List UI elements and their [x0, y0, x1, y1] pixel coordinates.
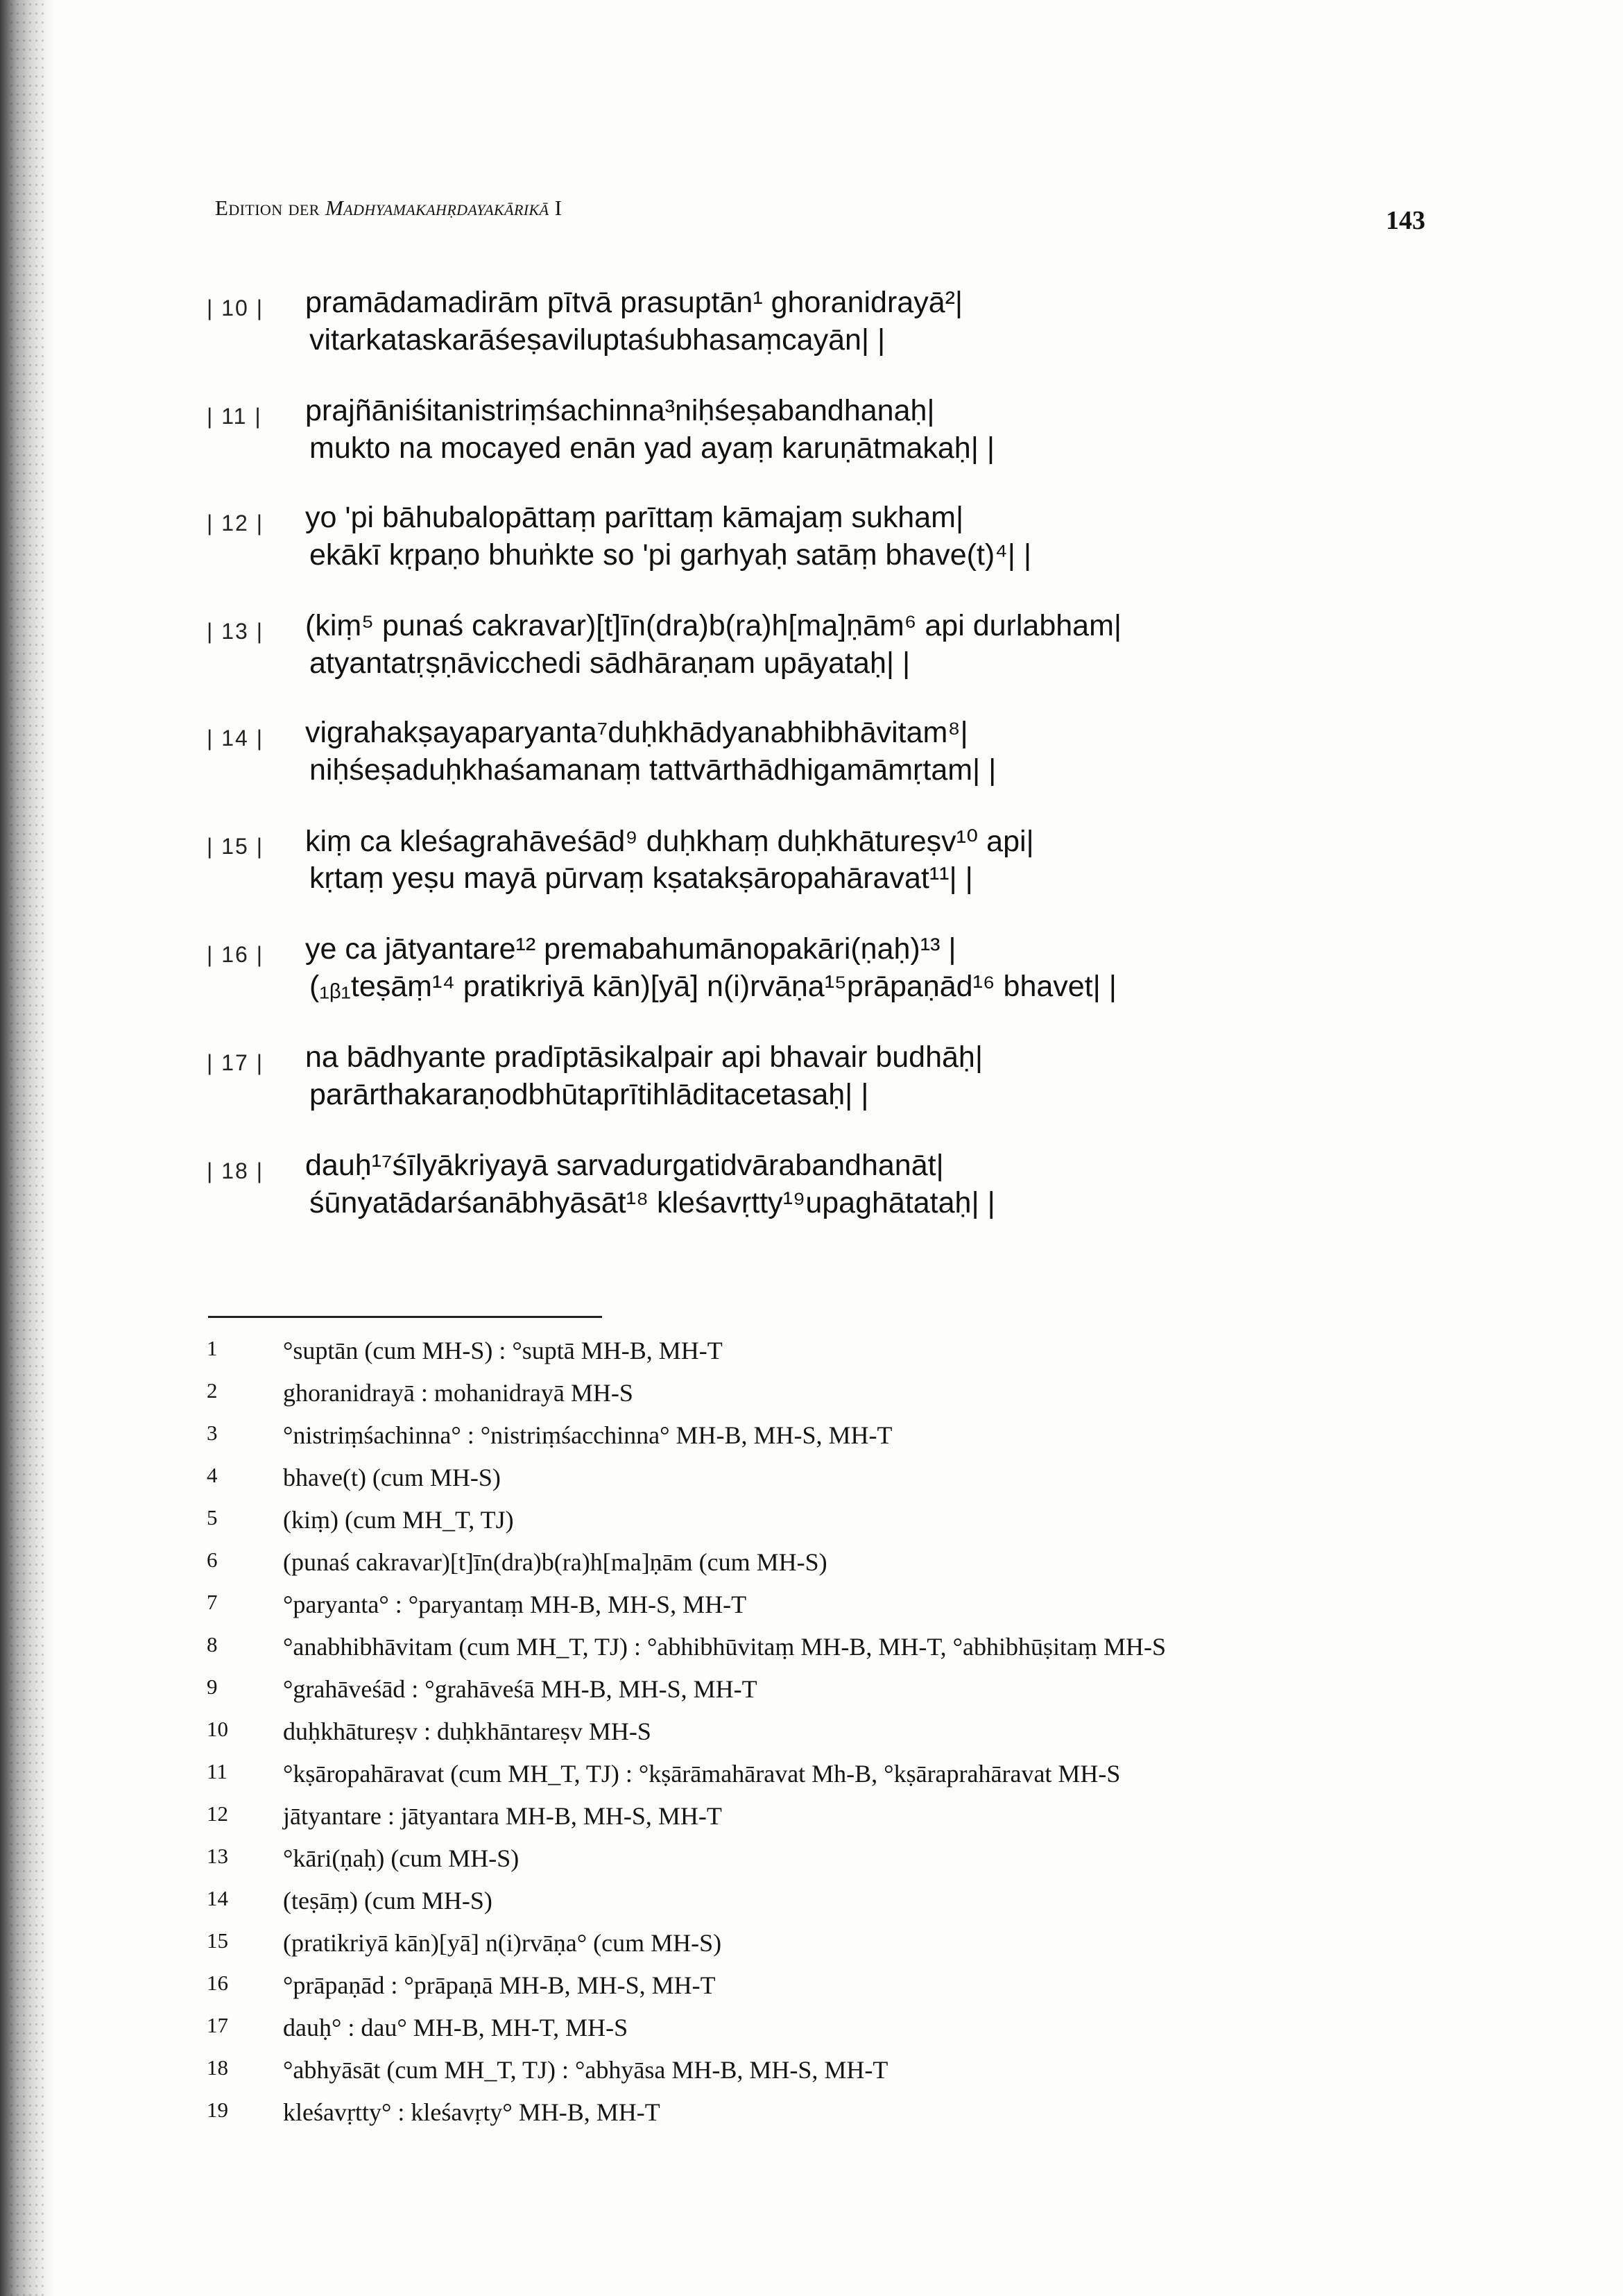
verse-line-2: ekākī kṛpaṇo bhuṅkte so 'pi garhyaḥ satāṃ bhave(t)⁴| | — [309, 538, 1031, 572]
footnote-text: °anabhibhāvitam (cum MH_T, TJ) : °abhibhūvitaṃ MH-B, MH-T, °abhibhūṣitaṃ MH-S — [283, 1633, 1167, 1661]
running-head-title: Madhyamakahṛdayakārikā — [325, 196, 549, 220]
footnote-number: 14 — [207, 1886, 228, 1910]
footnote-text: dauḥ° : dau° MH-B, MH-T, MH-S — [283, 2014, 628, 2041]
verse-line-2: niḥśeṣaduḥkhaśamanaṃ tattvārthādhigamāmṛtam| | — [309, 753, 997, 787]
book-spine-shadow — [0, 0, 55, 2296]
footnote-number: 9 — [207, 1674, 218, 1699]
running-head-suffix: I — [554, 196, 563, 220]
footnote-number: 10 — [207, 1717, 228, 1741]
footnote-text: °kāri(ṇaḥ) (cum MH-S) — [283, 1844, 519, 1872]
footnote-number: 4 — [207, 1463, 218, 1487]
footnote-text: kleśavṛtty° : kleśavṛty° MH-B, MH-T — [283, 2098, 660, 2126]
running-head — [215, 196, 562, 221]
footnote-text: ghoranidrayā : mohanidrayā MH-S — [283, 1379, 633, 1407]
footnote-text: °kṣāropahāravat (cum MH_T, TJ) : °kṣārāmahāravat Mh-B, °kṣāraprahāravat MH-S — [283, 1760, 1121, 1788]
scan-noise — [8, 0, 44, 2296]
verse-line-1: yo 'pi bāhubalopāttaṃ parīttaṃ kāmajaṃ sukham| — [305, 501, 964, 534]
footnote-number: 15 — [207, 1928, 228, 1953]
verse-line-1: dauḥ¹⁷śīlyākriyayā sarvadurgatidvārabandhanāt| — [305, 1149, 944, 1182]
running-head-prefix: Edition der — [215, 196, 320, 220]
footnote-number: 17 — [207, 2013, 228, 2037]
verse-number: | 16 | — [207, 942, 264, 967]
verse-line-1: pramādamadirām pītvā prasuptān¹ ghoranidrayā²| — [305, 286, 963, 319]
verse-line-2: mukto na mocayed enān yad ayaṃ karuṇātmakaḥ| | — [309, 431, 995, 465]
footnote-number: 11 — [207, 1759, 227, 1783]
footnote-text: °grahāveśād : °grahāveśā MH-B, MH-S, MH-T — [283, 1675, 757, 1703]
verse-number: | 15 | — [207, 834, 264, 859]
footnote-text: jātyantare : jātyantara MH-B, MH-S, MH-T — [283, 1802, 722, 1830]
footnote-number: 8 — [207, 1632, 218, 1656]
verse-line-2: śūnyatādarśanābhyāsāt¹⁸ kleśavṛtty¹⁹upaghātataḥ| | — [309, 1186, 995, 1219]
footnote-text: bhave(t) (cum MH-S) — [283, 1464, 501, 1491]
footnote-text: (teṣāṃ) (cum MH-S) — [283, 1887, 492, 1914]
footnote-number: 1 — [207, 1336, 218, 1360]
footnote-number: 12 — [207, 1801, 228, 1826]
verse-line-2: vitarkataskarāśeṣaviluptaśubhasaṃcayān| | — [309, 323, 886, 357]
footnote-number: 3 — [207, 1421, 218, 1445]
verse-number: | 11 | — [207, 404, 262, 429]
footnote-text: (pratikriyā kān)[yā] n(i)rvāṇa° (cum MH-S) — [283, 1929, 722, 1957]
footnote-text: °suptān (cum MH-S) : °suptā MH-B, MH-T — [283, 1337, 723, 1364]
footnote-number: 5 — [207, 1505, 218, 1530]
verse-line-2: parārthakaraṇodbhūtaprītihlāditacetasaḥ| | — [309, 1078, 869, 1111]
verse-number: | 10 | — [207, 295, 264, 320]
verse-line-1: ye ca jātyantare¹² premabahumānopakāri(ṇaḥ)¹³ | — [305, 932, 956, 966]
footnote-number: 13 — [207, 1844, 228, 1868]
verse-line-1: prajñāniśitanistriṃśachinna³niḥśeṣabandhanaḥ| — [305, 394, 935, 427]
verse-line-2: (₁ᵦ₁teṣāṃ¹⁴ pratikriyā kān)[yā] n(i)rvāṇa¹⁵prāpaṇād¹⁶ bhavet| | — [309, 970, 1117, 1003]
footnote-text: °prāpaṇād : °prāpaṇā MH-B, MH-S, MH-T — [283, 1971, 716, 1999]
footnote-text: (kiṃ) (cum MH_T, TJ) — [283, 1506, 514, 1534]
footnote-number: 19 — [207, 2098, 228, 2122]
footnote-number: 6 — [207, 1548, 218, 1572]
footnote-text: duḥkhātureṣv : duḥkhāntareṣv MH-S — [283, 1717, 651, 1745]
verse-line-1: kiṃ ca kleśagrahāveśād⁹ duḥkhaṃ duḥkhātureṣv¹⁰ api| — [305, 825, 1034, 858]
footnote-number: 2 — [207, 1378, 218, 1403]
footnote-text: (punaś cakravar)[t]īn(dra)b(ra)h[ma]ṇām (cum MH-S) — [283, 1548, 827, 1576]
verse-number: | 12 | — [207, 511, 264, 536]
verse-number: | 13 | — [207, 619, 264, 644]
footnote-text: °paryanta° : °paryantaṃ MH-B, MH-S, MH-T — [283, 1591, 747, 1618]
footnote-text: °abhyāsāt (cum MH_T, TJ) : °abhyāsa MH-B, MH-S, MH-T — [283, 2056, 888, 2084]
verse-line-1: na bādhyante pradīptāsikalpair api bhavair budhāḥ| — [305, 1040, 983, 1074]
footnote-number: 16 — [207, 1971, 228, 1995]
verse-line-2: atyantatṛṣṇāvicchedi sādhāraṇam upāyataḥ| | — [309, 646, 911, 680]
verse-number: | 18 | — [207, 1158, 264, 1183]
footnote-number: 18 — [207, 2055, 228, 2080]
footnote-text: °nistriṃśachinna° : °nistriṃśacchinna° MH-B, MH-S, MH-T — [283, 1421, 893, 1449]
footnote-separator-rule — [208, 1316, 602, 1318]
verse-number: | 17 | — [207, 1050, 264, 1075]
verse-line-1: (kiṃ⁵ punaś cakravar)[t]īn(dra)b(ra)h[ma]ṇām⁶ api durlabham| — [305, 609, 1122, 642]
verse-number: | 14 | — [207, 726, 264, 751]
footnote-number: 7 — [207, 1590, 218, 1614]
verse-line-1: vigrahakṣayaparyanta⁷duḥkhādyanabhibhāvitam⁸| — [305, 716, 968, 749]
verse-line-2: kṛtaṃ yeṣu mayā pūrvaṃ kṣatakṣāropahāravat¹¹| | — [309, 862, 973, 895]
page-number: 143 — [1386, 206, 1425, 235]
